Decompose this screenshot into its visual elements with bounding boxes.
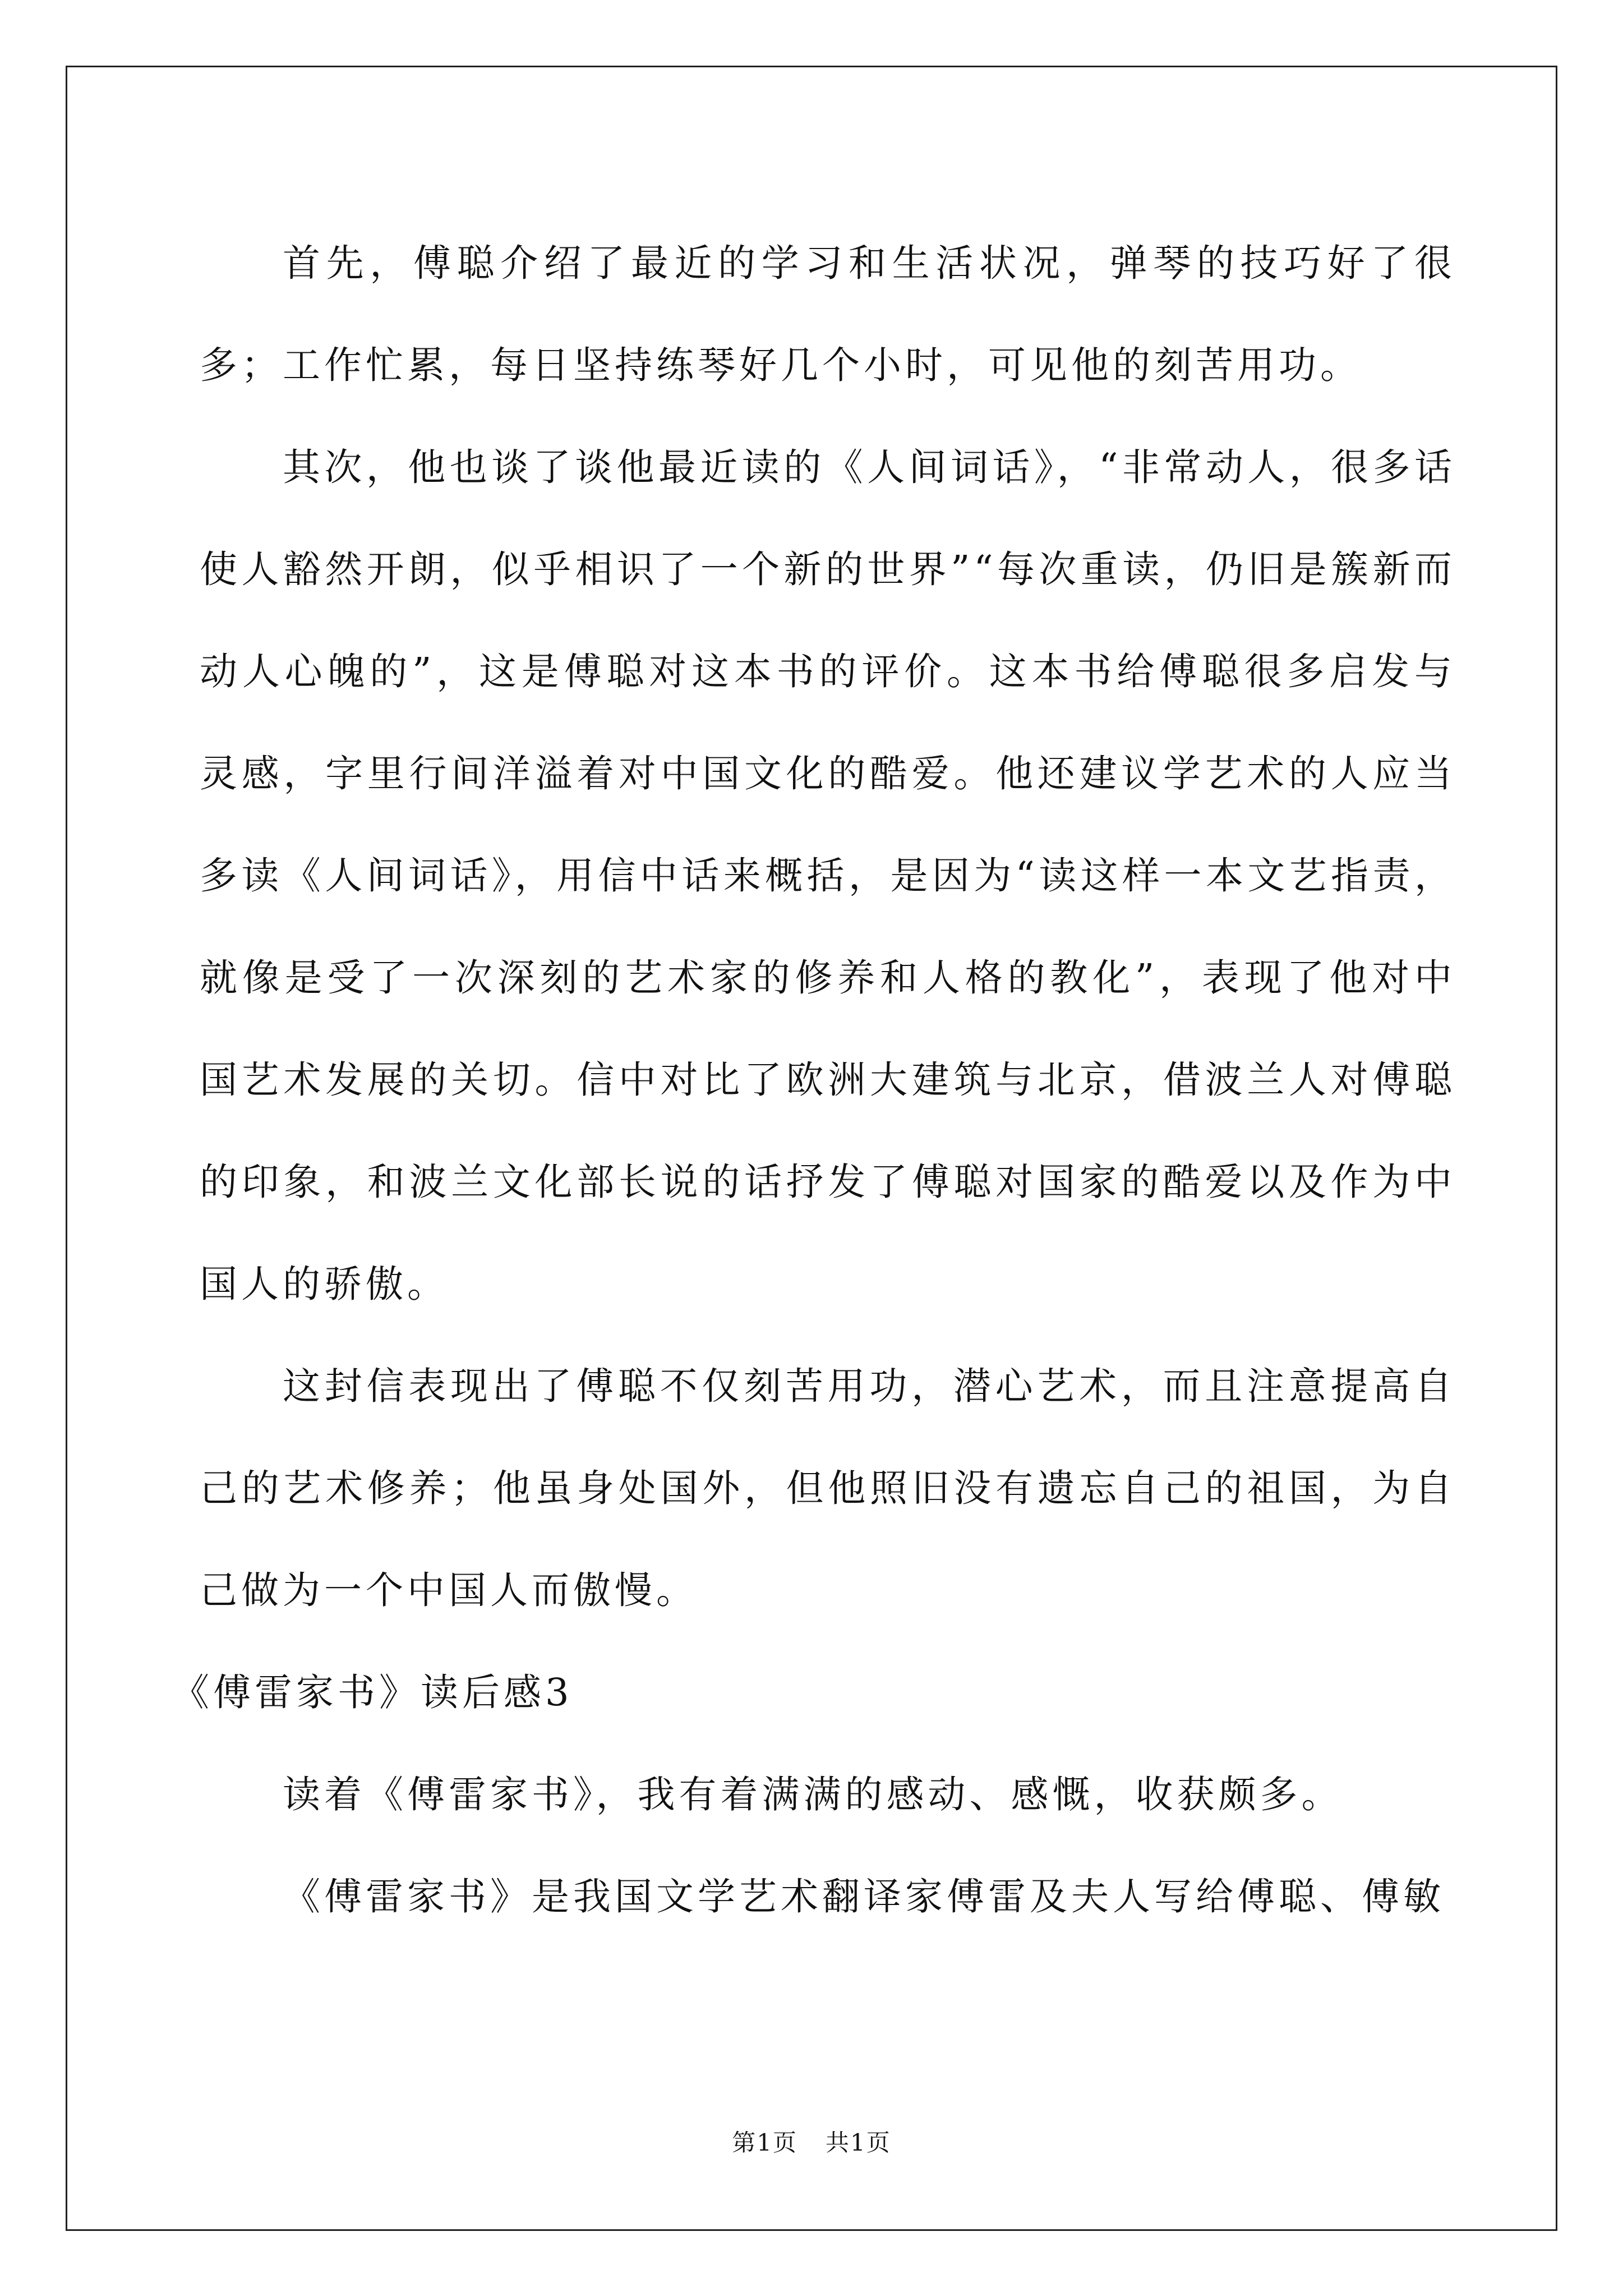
- paragraph-4: 读着《傅雷家书》，我有着满满的感动、感慨，收获颇多。: [283, 1773, 1343, 1816]
- paragraph-2: 其次，他也谈了谈他最近读的《人间词话》，“非常动人，很多话使人豁然开朗，似乎相识了一个新的世界”“每次重读，仍旧是簇新而动人心魄的”，这是傅聪对这本书的评价。这本书给傅聪很多启发与灵感，字里行间洋溢着对中国文化的酷爱。他还建议学艺术的人应当多读《人间词话》，用信中话来概括，是因为“读这样一本文艺指责，就像是受了一次深刻的艺术家的修养和人格的教化”，表现了他对中国艺术发展的关切。信中对比了欧洲大建筑与北京，借波兰人对傅聪的印象，和波兰文化部长说的话抒发了傅聪对国家的酷爱以及作为中国人的骄傲。: [200, 445, 1456, 1306]
- page-total: 共1页: [826, 2129, 891, 2156]
- document-body: [172, 212, 1456, 1948]
- page-number: 第1页: [732, 2129, 797, 2156]
- page-footer: [0, 2126, 1623, 2160]
- paragraph-3: 这封信表现出了傅聪不仅刻苦用功，潜心艺术，而且注意提高自己的艺术修养；他虽身处国外，但他照旧没有遗忘自己的祖国，为自己做为一个中国人而傲慢。: [200, 1364, 1456, 1612]
- section-heading: 《傅雷家书》读后感3: [172, 1671, 573, 1714]
- paragraph-1: 首先，傅聪介绍了最近的学习和生活状况，弹琴的技巧好了很多；工作忙累，每日坚持练琴好几个小时，可见他的刻苦用功。: [200, 241, 1456, 387]
- paragraph-5: 《傅雷家书》是我国文学艺术翻译家傅雷及夫人写给傅聪、傅敏: [283, 1875, 1445, 1918]
